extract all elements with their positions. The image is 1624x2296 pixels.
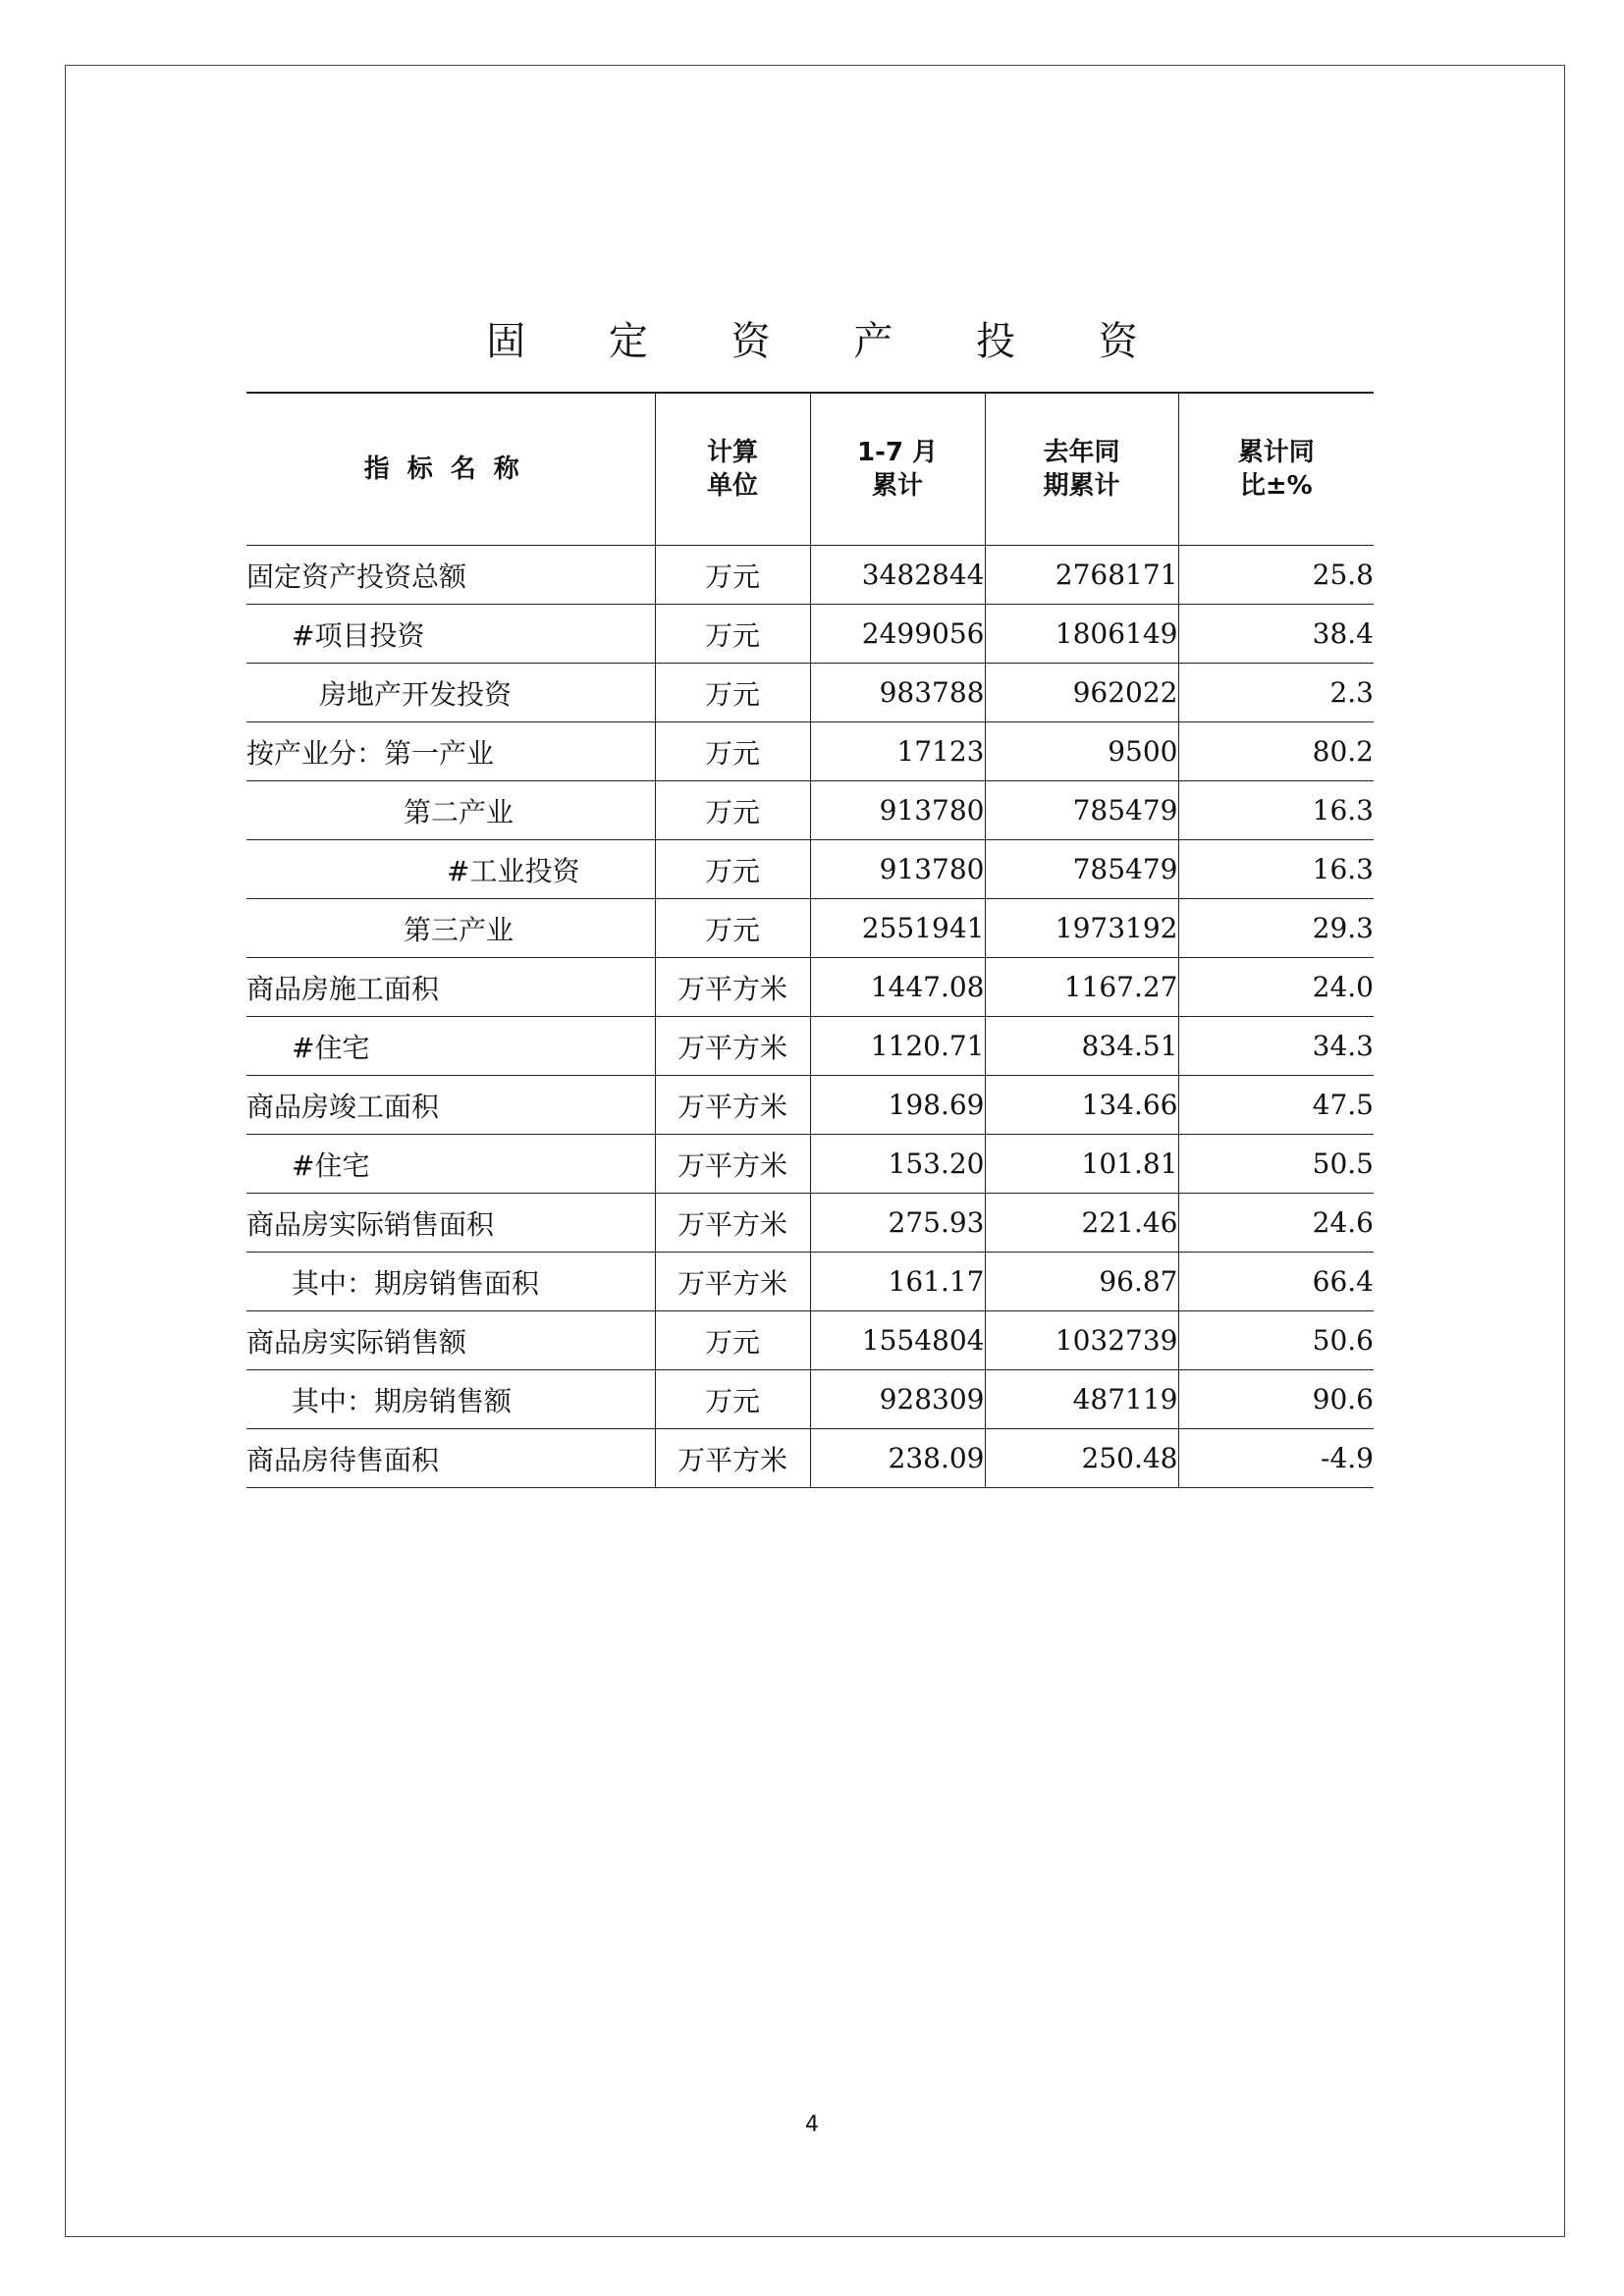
table-row — [246, 1076, 1374, 1135]
row-yoy: 16.3 — [1178, 781, 1374, 840]
table-row — [246, 899, 1374, 958]
table-row — [246, 1017, 1374, 1076]
row-unit: 万平方米 — [655, 1429, 810, 1488]
row-unit: 万元 — [655, 605, 810, 664]
row-current: 238.09 — [810, 1429, 985, 1488]
row-name: 房地产开发投资 — [246, 664, 655, 722]
row-name: 商品房待售面积 — [246, 1429, 655, 1488]
row-previous: 221.46 — [985, 1194, 1178, 1253]
row-yoy: 80.2 — [1178, 722, 1374, 781]
row-unit: 万元 — [655, 664, 810, 722]
row-previous: 101.81 — [985, 1135, 1178, 1194]
row-yoy: 2.3 — [1178, 664, 1374, 722]
header-indicator-name: 指标名称 — [246, 393, 655, 546]
row-current: 983788 — [810, 664, 985, 722]
header-yoy-line2: 比±% — [1239, 471, 1313, 501]
header-yoy-change — [1178, 393, 1374, 546]
row-yoy: 38.4 — [1178, 605, 1374, 664]
row-name: 第二产业 — [246, 781, 655, 840]
table-row — [246, 781, 1374, 840]
row-current: 1120.71 — [810, 1017, 985, 1076]
row-name: 其中：期房销售额 — [246, 1370, 655, 1429]
row-unit: 万平方米 — [655, 1017, 810, 1076]
row-yoy: 66.4 — [1178, 1253, 1374, 1311]
row-unit: 万平方米 — [655, 1076, 810, 1135]
row-yoy: 34.3 — [1178, 1017, 1374, 1076]
header-previous-cumulative — [985, 393, 1178, 546]
row-name: 商品房竣工面积 — [246, 1076, 655, 1135]
row-current: 198.69 — [810, 1076, 985, 1135]
row-unit: 万元 — [655, 899, 810, 958]
row-current: 1554804 — [810, 1311, 985, 1370]
row-unit: 万平方米 — [655, 1253, 810, 1311]
row-previous: 134.66 — [985, 1076, 1178, 1135]
row-previous: 96.87 — [985, 1253, 1178, 1311]
row-unit: 万平方米 — [655, 1194, 810, 1253]
row-unit: 万元 — [655, 722, 810, 781]
row-name: #工业投资 — [246, 840, 655, 899]
row-name: #住宅 — [246, 1017, 655, 1076]
table-row — [246, 1194, 1374, 1253]
row-name: 第三产业 — [246, 899, 655, 958]
row-name: 固定资产投资总额 — [246, 546, 655, 605]
row-name: 商品房实际销售额 — [246, 1311, 655, 1370]
row-current: 913780 — [810, 781, 985, 840]
row-yoy: 50.6 — [1178, 1311, 1374, 1370]
header-unit-line2: 单位 — [706, 471, 758, 501]
row-previous: 9500 — [985, 722, 1178, 781]
table-row — [246, 1135, 1374, 1194]
row-name: 按产业分：第一产业 — [246, 722, 655, 781]
header-current-line1: 1-7 月 — [856, 438, 939, 467]
row-name: 商品房实际销售面积 — [246, 1194, 655, 1253]
table-row — [246, 1253, 1374, 1311]
row-previous: 1032739 — [985, 1311, 1178, 1370]
row-current: 2551941 — [810, 899, 985, 958]
header-current-cumulative — [810, 393, 985, 546]
row-previous: 962022 — [985, 664, 1178, 722]
row-current: 913780 — [810, 840, 985, 899]
header-unit — [655, 393, 810, 546]
row-name: #住宅 — [246, 1135, 655, 1194]
row-unit: 万元 — [655, 546, 810, 605]
row-yoy: 50.5 — [1178, 1135, 1374, 1194]
row-yoy: 29.3 — [1178, 899, 1374, 958]
row-yoy: -4.9 — [1178, 1429, 1374, 1488]
row-name: 商品房施工面积 — [246, 958, 655, 1017]
header-unit-line1: 计算 — [706, 438, 758, 467]
row-current: 3482844 — [810, 546, 985, 605]
row-previous: 785479 — [985, 781, 1178, 840]
row-previous: 2768171 — [985, 546, 1178, 605]
row-yoy: 47.5 — [1178, 1076, 1374, 1135]
row-current: 17123 — [810, 722, 985, 781]
row-previous: 250.48 — [985, 1429, 1178, 1488]
table-row — [246, 722, 1374, 781]
table-row — [246, 958, 1374, 1017]
header-yoy-line1: 累计同 — [1237, 438, 1315, 467]
row-yoy: 90.6 — [1178, 1370, 1374, 1429]
row-previous: 487119 — [985, 1370, 1178, 1429]
row-previous: 834.51 — [985, 1017, 1178, 1076]
table-row — [246, 1429, 1374, 1488]
header-previous-line1: 去年同 — [1043, 438, 1120, 467]
row-unit: 万平方米 — [655, 958, 810, 1017]
row-current: 928309 — [810, 1370, 985, 1429]
table-row — [246, 1311, 1374, 1370]
table-row — [246, 664, 1374, 722]
row-current: 161.17 — [810, 1253, 985, 1311]
row-current: 275.93 — [810, 1194, 985, 1253]
table-row — [246, 840, 1374, 899]
table-row — [246, 1370, 1374, 1429]
row-unit: 万元 — [655, 781, 810, 840]
row-current: 2499056 — [810, 605, 985, 664]
row-previous: 1167.27 — [985, 958, 1178, 1017]
page-title: 固 定 资 产 投 资 — [486, 319, 1173, 364]
page-number: 4 — [805, 2112, 819, 2137]
table-row — [246, 605, 1374, 664]
row-unit: 万元 — [655, 1311, 810, 1370]
row-previous: 1806149 — [985, 605, 1178, 664]
row-unit: 万平方米 — [655, 1135, 810, 1194]
header-previous-line2: 期累计 — [1043, 471, 1120, 501]
row-yoy: 24.0 — [1178, 958, 1374, 1017]
row-unit: 万元 — [655, 1370, 810, 1429]
row-previous: 1973192 — [985, 899, 1178, 958]
row-unit: 万元 — [655, 840, 810, 899]
row-current: 153.20 — [810, 1135, 985, 1194]
header-current-line2: 累计 — [871, 471, 923, 501]
table-header-row — [246, 393, 1374, 546]
row-yoy: 16.3 — [1178, 840, 1374, 899]
row-yoy: 24.6 — [1178, 1194, 1374, 1253]
row-current: 1447.08 — [810, 958, 985, 1017]
row-yoy: 25.8 — [1178, 546, 1374, 605]
row-name: #项目投资 — [246, 605, 655, 664]
fixed-asset-investment-table — [246, 392, 1374, 1488]
table-row — [246, 546, 1374, 605]
row-previous: 785479 — [985, 840, 1178, 899]
row-name: 其中：期房销售面积 — [246, 1253, 655, 1311]
